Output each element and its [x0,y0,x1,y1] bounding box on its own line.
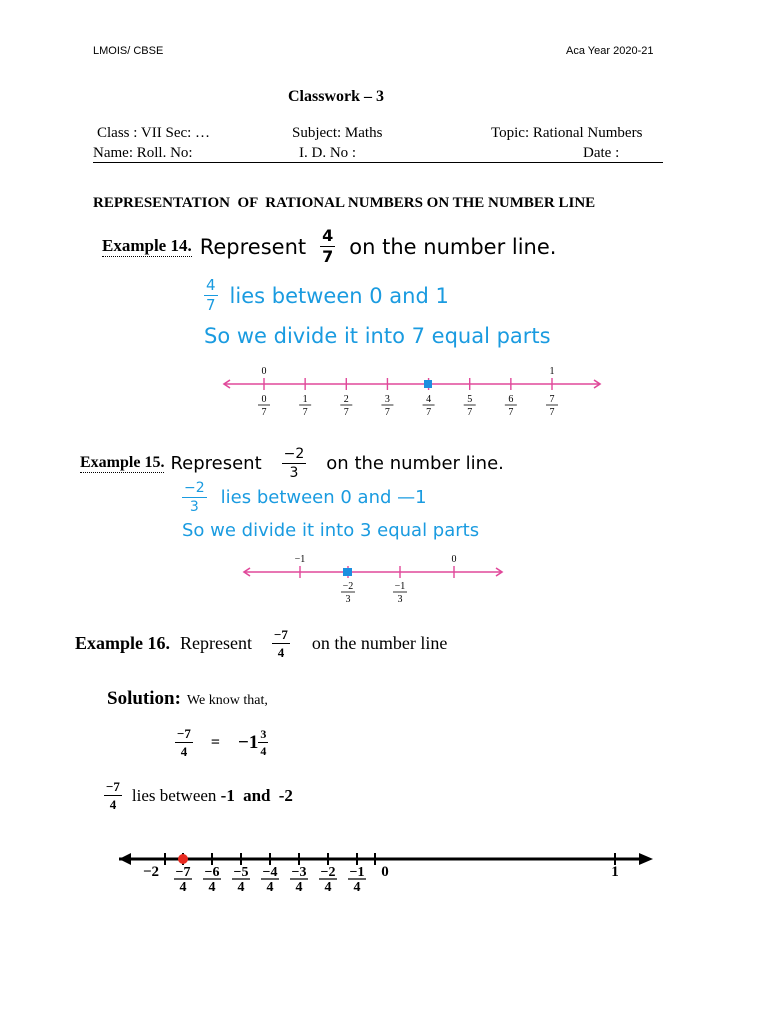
fraction-denominator: 3 [189,499,199,515]
tick-label-den: 4 [266,880,274,895]
example16-text-after: on the number line [311,633,448,653]
example15-statement [80,447,504,480]
section-heading: REPRESENTATION OF RATIONAL NUMBERS ON THE NUMBER LINE [93,195,596,211]
mixed-number [238,728,268,757]
fraction-denominator: 4 [180,744,188,759]
example16-fraction [272,628,290,659]
number-line-16 [115,845,660,895]
marker-minus-2-3 [343,568,352,576]
id-no: I. D. No : [299,145,357,161]
solution-line [107,688,268,710]
tick-label-den: 4 [324,880,332,895]
example16-statement [75,628,447,659]
example15-line1-text: lies between 0 and —1 [220,487,427,508]
tick-label-den: 7 [508,407,514,418]
tick-label-num: −5 [233,865,249,880]
label-zero: 0 [381,864,389,880]
tick-label-num: −1 [349,865,365,880]
tick-label-num: 2 [343,394,349,405]
example15-text-after: on the number line. [326,453,504,474]
fraction-numerator: 4 [322,226,334,245]
equation-fraction [175,727,193,758]
info-underline [93,162,663,163]
example14-label: Example 14. [102,236,192,255]
name-roll: Name: Roll. No: [93,145,193,161]
fraction-denominator: 4 [109,797,117,812]
example14-line1-text: lies between 0 and 1 [229,283,449,308]
tick-label-den: 7 [426,407,432,418]
axis-top-0: 0 [261,366,267,377]
date-label: Date : [583,145,620,161]
label-minus-1-num: −1 [394,581,406,592]
solution-label: Solution: [107,688,181,709]
fraction-denominator: 3 [289,465,299,481]
tick-label-den: 7 [549,407,555,418]
lies-text: lies between [131,785,217,805]
left-arrow [119,853,131,865]
topic: Topic: Rational Numbers [491,125,643,141]
label-minus-1: −1 [294,554,306,565]
tick-label-num: 6 [508,394,514,405]
fraction-denominator: 7 [206,296,216,314]
example15-line1 [182,481,427,514]
example14-statement [102,228,556,265]
tick-label-den: 4 [237,880,245,895]
fraction-denominator: 4 [260,744,267,758]
tick-label-num: −3 [291,865,307,880]
fraction-numerator: −2 [283,446,305,462]
equation [175,727,268,758]
right-arrow [639,853,653,865]
example16-label: Example 16. [75,633,171,653]
tick-label-num: 0 [261,394,267,405]
tick-label-num: 5 [467,394,473,405]
tick-label-den: 4 [179,880,187,895]
tick-label-num: 4 [426,394,432,405]
equals-sign: = [210,733,221,751]
example14-text: Represent [199,234,307,259]
example14-fraction [320,228,335,265]
tick-label-den: 7 [343,407,349,418]
label-minus-1-den: 3 [397,594,403,605]
number-line-15 [240,550,510,606]
example14-line1 [204,278,449,313]
tick-label-num: 1 [302,394,308,405]
example14-line1-fraction [204,278,218,313]
example15-line1-fraction [182,481,207,514]
marker-4-7 [424,380,432,388]
fraction-denominator: 7 [322,247,334,266]
tick-label-den: 4 [208,880,216,895]
tick-label-den: 4 [353,880,361,895]
tick-label-num: −6 [204,865,220,880]
lies-fraction [104,780,122,811]
page-title: Classwork – 3 [288,88,385,105]
label-one: 1 [611,864,619,880]
label-minus-2-den: 3 [345,594,351,605]
example15-text: Represent [170,453,262,474]
label-minus-2: −2 [142,864,160,880]
axis-top-1: 1 [549,366,555,377]
subject: Subject: Maths [292,125,383,141]
tick-label-num: −2 [320,865,336,880]
fraction-numerator: 4 [206,276,216,294]
mixed-whole: −1 [238,731,259,753]
solution-text: We know that, [186,693,268,708]
mixed-fraction [258,728,268,757]
fraction-numerator: −7 [106,779,120,794]
tick-label-den: 7 [261,407,267,418]
example15-fraction [282,447,307,480]
class-sec: Class : VII Sec: … [97,125,211,141]
lies-and: and [243,785,271,805]
example16-text: Represent [180,633,252,653]
header-left: LMOIS/ CBSE [93,45,164,57]
point-minus-7-4 [178,854,188,864]
tick-label-num: −7 [175,865,191,880]
fraction-numerator: 3 [260,727,267,741]
number-line-14 [220,362,610,420]
fraction-numerator: −7 [177,726,191,741]
lies-bound-a: -1 [220,785,235,805]
label-zero: 0 [451,554,457,565]
label-minus-2-num: −2 [342,581,354,592]
fraction-numerator: −2 [184,480,205,496]
lies-between-line [104,780,293,811]
tick-label-den: 7 [302,407,308,418]
tick-label-num: 7 [549,394,555,405]
tick-label-den: 4 [295,880,303,895]
tick-label-den: 7 [467,407,473,418]
fraction-numerator: −7 [274,627,288,642]
lies-bound-b: -2 [278,785,293,805]
tick-label-num: −4 [262,865,278,880]
example15-line2: So we divide it into 3 equal parts [182,520,480,541]
example15-label: Example 15. [80,454,165,471]
lies-text-group [132,786,293,806]
tick-label-den: 7 [384,407,390,418]
example14-text-after: on the number line. [349,234,557,259]
fraction-denominator: 4 [277,645,285,660]
header-right: Aca Year 2020-21 [566,45,654,57]
tick-label-num: 3 [384,394,390,405]
example14-line2: So we divide it into 7 equal parts [204,324,551,348]
